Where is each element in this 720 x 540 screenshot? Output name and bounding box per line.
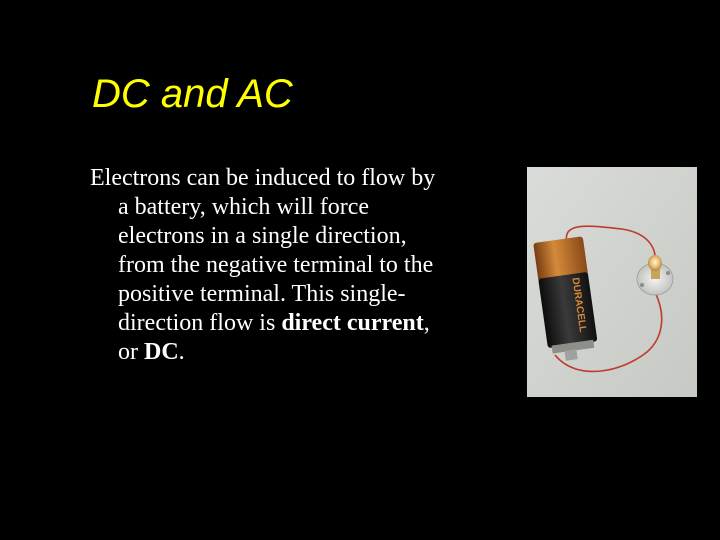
direct-current-term: direct current [281, 310, 424, 336]
body-line-7-period: . [178, 339, 185, 365]
body-line-4: from the negative terminal to the [118, 252, 434, 278]
body-line-7-text: or [118, 339, 144, 365]
body-line-1: Electrons can be induced to flow by [90, 165, 436, 191]
slide-body-text [90, 164, 500, 367]
dc-term: DC [144, 339, 179, 365]
body-line-6 [90, 309, 500, 338]
battery-black-body [538, 272, 597, 348]
body-line-5: positive terminal. This single- [118, 281, 406, 307]
body-line-7 [90, 338, 500, 367]
battery-circuit-photo [527, 167, 697, 397]
socket-screw-right [666, 271, 670, 275]
battery-label-text: DURACELL [569, 276, 588, 333]
body-line-6-comma: , [423, 310, 430, 336]
bulb-glass [648, 255, 662, 271]
body-line-2: a battery, which will force [118, 194, 370, 220]
body-line-6-text: direction flow is [118, 310, 282, 336]
slide-title: DC and AC [92, 72, 293, 116]
body-line-3: electrons in a single direction, [118, 223, 407, 249]
socket-screw-left [640, 283, 644, 287]
battery-terminal-clip [564, 349, 577, 361]
